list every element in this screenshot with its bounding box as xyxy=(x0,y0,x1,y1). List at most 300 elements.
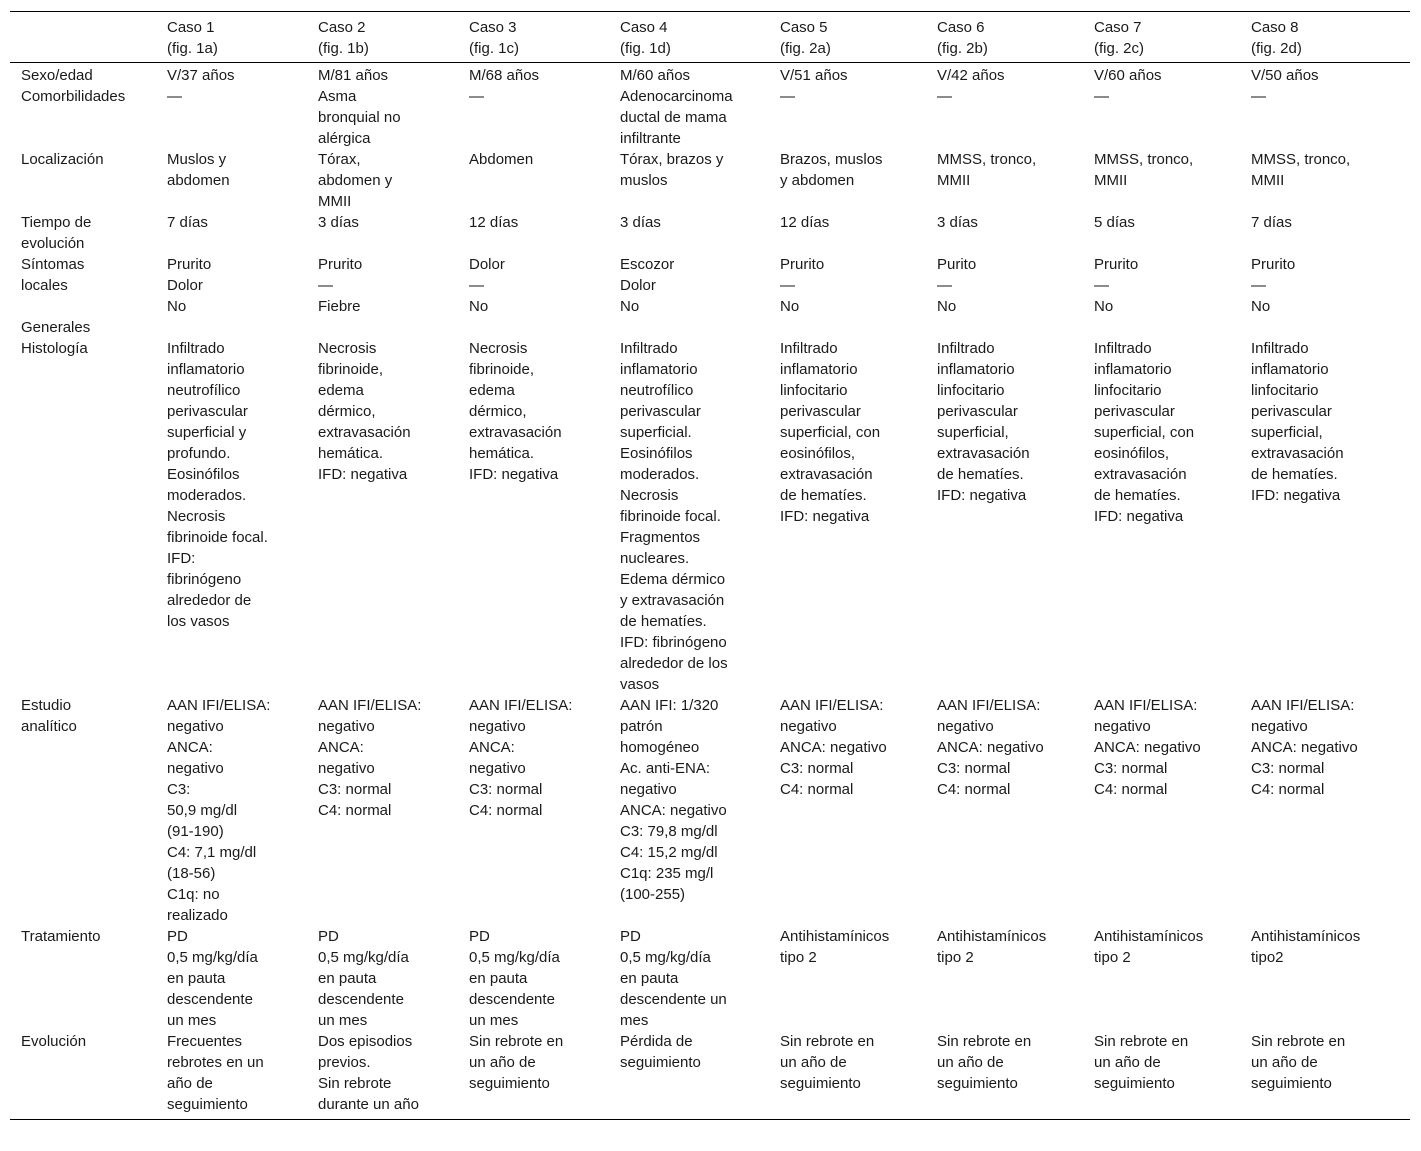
cell-line: No xyxy=(167,298,187,315)
cell-line: Tratamiento xyxy=(21,928,101,945)
cell-line: No xyxy=(1094,298,1114,315)
cell-line: — xyxy=(167,88,182,105)
table-cell xyxy=(469,695,620,926)
cell-line: (fig. 2d) xyxy=(1251,40,1302,57)
header-case-6 xyxy=(937,12,1094,63)
cell-line: C1q: 235 mg/l xyxy=(620,865,714,882)
cell-line: IFD: negativa xyxy=(937,487,1027,504)
header-case-5 xyxy=(780,12,937,63)
cell-line: PD xyxy=(167,928,188,945)
cell-line: — xyxy=(1251,277,1266,294)
cell-line: homogéneo xyxy=(620,739,700,756)
cell-line: locales xyxy=(21,277,68,294)
cell-line: Dolor xyxy=(620,277,656,294)
cell-line: inflamatorio xyxy=(937,361,1015,378)
cell-line: ANCA: xyxy=(469,739,515,756)
cell-line: de hematíes. xyxy=(1094,487,1181,504)
table-cell xyxy=(318,254,469,338)
cell-line: MMII xyxy=(937,172,971,189)
cell-line: C3: normal xyxy=(780,760,854,777)
cell-line: (fig. 2c) xyxy=(1094,40,1145,57)
table-cell xyxy=(167,86,318,149)
table-cell xyxy=(469,63,620,87)
cell-line: IFD: fibrinógeno xyxy=(620,634,727,651)
table-cell xyxy=(318,695,469,926)
table-cell xyxy=(620,86,780,149)
cell-line: extravasación xyxy=(780,466,873,483)
cell-line: profundo. xyxy=(167,445,231,462)
cell-line: IFD: negativa xyxy=(318,466,408,483)
table-cell xyxy=(937,149,1094,212)
table-cell xyxy=(937,254,1094,338)
cell-line: y abdomen xyxy=(780,172,855,189)
cell-line: Caso 7 xyxy=(1094,19,1142,36)
cell-line: (fig. 1a) xyxy=(167,40,218,57)
cell-line: un año de xyxy=(1094,1054,1161,1071)
cell-line: muslos xyxy=(620,172,668,189)
table-cell xyxy=(1251,338,1410,695)
cell-line: inflamatorio xyxy=(780,361,858,378)
cell-line: hemática. xyxy=(318,445,384,462)
cell-line: superficial, xyxy=(1251,424,1323,441)
cell-line: C3: normal xyxy=(318,781,392,798)
cell-line: hemática. xyxy=(469,445,535,462)
table-header xyxy=(10,12,1410,63)
cell-line: Antihistamínicos xyxy=(1251,928,1361,945)
cell-line: inflamatorio xyxy=(167,361,245,378)
cell-line: MMSS, tronco, xyxy=(937,151,1037,168)
table-cell xyxy=(318,63,469,87)
table-cell xyxy=(167,254,318,338)
header-case-4 xyxy=(620,12,780,63)
table-cell xyxy=(620,149,780,212)
table-row xyxy=(10,1031,1410,1120)
table-cell xyxy=(1251,926,1410,1031)
cell-line: de hematíes. xyxy=(1251,466,1338,483)
cell-line: Caso 3 xyxy=(469,19,517,36)
table-row xyxy=(10,926,1410,1031)
cell-line: 3 días xyxy=(620,214,661,231)
row-label xyxy=(10,86,167,149)
table-cell xyxy=(167,149,318,212)
cell-line: — xyxy=(937,277,952,294)
cell-line xyxy=(21,296,167,317)
table-cell xyxy=(1094,149,1251,212)
table-cell xyxy=(167,338,318,695)
cell-line: en pauta xyxy=(469,970,528,987)
cell-line: AAN IFI/ELISA: xyxy=(1251,697,1355,714)
row-label xyxy=(10,1031,167,1120)
cell-line: ANCA: negativo xyxy=(1094,739,1201,756)
cell-line: evolución xyxy=(21,235,85,252)
table-cell xyxy=(1251,254,1410,338)
cell-line: C4: 15,2 mg/dl xyxy=(620,844,718,861)
cell-line: Frecuentes xyxy=(167,1033,243,1050)
table-cell xyxy=(469,926,620,1031)
table-cell xyxy=(620,63,780,87)
table-cell xyxy=(780,695,937,926)
clinical-cases-table-container xyxy=(10,11,1410,1120)
cell-line: moderados. xyxy=(167,487,247,504)
cell-line: negativo xyxy=(318,718,375,735)
table-cell xyxy=(620,254,780,338)
cell-line: Ac. anti-ENA: xyxy=(620,760,711,777)
cell-line: Prurito xyxy=(1251,256,1296,273)
cell-line: 0,5 mg/kg/día xyxy=(469,949,560,966)
cell-line: Prurito xyxy=(1094,256,1139,273)
cell-line: edema xyxy=(318,382,364,399)
table-cell xyxy=(469,338,620,695)
cell-line: perivascular xyxy=(937,403,1018,420)
cell-line: superficial, con xyxy=(1094,424,1195,441)
cell-line: Abdomen xyxy=(469,151,534,168)
cell-line: alrededor de los xyxy=(620,655,728,672)
cell-line: IFD: xyxy=(167,550,196,567)
cell-line: IFD: negativa xyxy=(469,466,559,483)
header-case-3 xyxy=(469,12,620,63)
clinical-cases-table xyxy=(10,11,1410,1120)
cell-line: bronquial no xyxy=(318,109,401,126)
cell-line: alrededor de xyxy=(167,592,252,609)
cell-line: MMII xyxy=(1251,172,1285,189)
cell-line: — xyxy=(318,277,333,294)
cell-line: Caso 4 xyxy=(620,19,668,36)
cell-line: realizado xyxy=(167,907,228,924)
cell-line: ANCA: negativo xyxy=(937,739,1044,756)
cell-line: (100-255) xyxy=(620,886,686,903)
cell-line: tipo 2 xyxy=(780,949,817,966)
cell-line: Antihistamínicos xyxy=(937,928,1047,945)
cell-line: linfocitario xyxy=(780,382,848,399)
table-cell xyxy=(620,695,780,926)
cell-line: Tórax, brazos y xyxy=(620,151,724,168)
cell-line: abdomen y xyxy=(318,172,393,189)
cell-line: — xyxy=(1251,88,1266,105)
cell-line: No xyxy=(780,298,800,315)
row-label xyxy=(10,149,167,212)
cell-line: negativo xyxy=(167,718,224,735)
cell-line: superficial, con xyxy=(780,424,881,441)
cell-line: Sin rebrote en xyxy=(1094,1033,1189,1050)
cell-line: (91-190) xyxy=(167,823,224,840)
cell-line: V/50 años xyxy=(1251,67,1319,84)
table-row xyxy=(10,338,1410,695)
cell-line: PD xyxy=(469,928,490,945)
cell-line: Muslos y xyxy=(167,151,227,168)
cell-line: infiltrante xyxy=(620,130,681,147)
cell-line: en pauta xyxy=(620,970,679,987)
cell-line: eosinófilos, xyxy=(780,445,856,462)
cell-line: AAN IFI/ELISA: xyxy=(167,697,271,714)
cell-line: C3: 79,8 mg/dl xyxy=(620,823,718,840)
table-cell xyxy=(620,1031,780,1120)
cell-line: Generales xyxy=(21,319,91,336)
cell-line: descendente un xyxy=(620,991,727,1008)
cell-line: (fig. 2b) xyxy=(937,40,988,57)
table-cell xyxy=(167,695,318,926)
cell-line: superficial, xyxy=(937,424,1009,441)
cell-line: — xyxy=(780,277,795,294)
cell-line: C4: normal xyxy=(318,802,392,819)
cell-line: (fig. 2a) xyxy=(780,40,831,57)
table-row xyxy=(10,695,1410,926)
cell-line: Caso 5 xyxy=(780,19,828,36)
cell-line: descendente xyxy=(469,991,555,1008)
table-cell xyxy=(780,63,937,87)
cell-line: Comorbilidades xyxy=(21,88,126,105)
cell-line: alérgica xyxy=(318,130,371,147)
table-cell xyxy=(1094,212,1251,254)
cell-line: IFD: negativa xyxy=(1094,508,1184,525)
cell-line: C3: normal xyxy=(469,781,543,798)
cell-line: (fig. 1d) xyxy=(620,40,671,57)
cell-line: descendente xyxy=(167,991,253,1008)
table-cell xyxy=(780,926,937,1031)
header-case-1 xyxy=(167,12,318,63)
cell-line: V/37 años xyxy=(167,67,235,84)
header-case-8 xyxy=(1251,12,1410,63)
cell-line: fibrinoide focal. xyxy=(620,508,721,525)
cell-line: extravasación xyxy=(469,424,562,441)
cell-line: Caso 2 xyxy=(318,19,366,36)
cell-line: y extravasación xyxy=(620,592,725,609)
cell-line: de hematíes. xyxy=(620,613,707,630)
cell-line: No xyxy=(1251,298,1271,315)
table-cell xyxy=(937,695,1094,926)
cell-line: V/60 años xyxy=(1094,67,1162,84)
cell-line: tipo 2 xyxy=(937,949,974,966)
table-cell xyxy=(1094,63,1251,87)
cell-line: Estudio xyxy=(21,697,72,714)
cell-line: Antihistamínicos xyxy=(780,928,890,945)
table-cell xyxy=(469,86,620,149)
table-body xyxy=(10,63,1410,1120)
cell-line: AAN IFI/ELISA: xyxy=(318,697,422,714)
cell-line: Sin rebrote xyxy=(318,1075,392,1092)
cell-line: perivascular xyxy=(780,403,861,420)
cell-line: de hematíes. xyxy=(937,466,1024,483)
cell-line: C4: normal xyxy=(780,781,854,798)
table-cell xyxy=(1251,695,1410,926)
cell-line: inflamatorio xyxy=(1094,361,1172,378)
cell-line: negativo xyxy=(620,781,677,798)
cell-line: MMSS, tronco, xyxy=(1251,151,1351,168)
cell-line: Localización xyxy=(21,151,104,168)
cell-line: C3: normal xyxy=(1094,760,1168,777)
cell-line: Prurito xyxy=(780,256,825,273)
cell-line: tipo 2 xyxy=(1094,949,1131,966)
cell-line: Sexo/edad xyxy=(21,67,93,84)
cell-line: Tiempo de xyxy=(21,214,92,231)
cell-line: C4: normal xyxy=(1094,781,1168,798)
cell-line: Infiltrado xyxy=(167,340,225,357)
row-label xyxy=(10,212,167,254)
table-cell xyxy=(1251,86,1410,149)
row-label xyxy=(10,63,167,87)
cell-line: seguimiento xyxy=(937,1075,1018,1092)
cell-line: fibrinoide focal. xyxy=(167,529,268,546)
cell-line: — xyxy=(1094,277,1109,294)
table-cell xyxy=(780,212,937,254)
header-corner xyxy=(10,12,167,63)
table-row xyxy=(10,63,1410,87)
cell-line: (fig. 1b) xyxy=(318,40,369,57)
cell-line: perivascular xyxy=(167,403,248,420)
cell-line: AAN IFI/ELISA: xyxy=(780,697,884,714)
row-label xyxy=(10,338,167,695)
cell-line: Eosinófilos xyxy=(620,445,693,462)
cell-line: Infiltrado xyxy=(1094,340,1152,357)
cell-line: negativo xyxy=(780,718,837,735)
table-cell xyxy=(1251,1031,1410,1120)
cell-line: IFD: negativa xyxy=(1251,487,1341,504)
cell-line: Asma xyxy=(318,88,357,105)
cell-line: (18-56) xyxy=(167,865,216,882)
table-cell xyxy=(318,212,469,254)
cell-line: negativo xyxy=(469,718,526,735)
cell-line: Dolor xyxy=(469,256,505,273)
cell-line: seguimiento xyxy=(1094,1075,1175,1092)
cell-line: Caso 1 xyxy=(167,19,215,36)
cell-line: inflamatorio xyxy=(620,361,698,378)
cell-line: ANCA: negativo xyxy=(780,739,887,756)
table-cell xyxy=(780,338,937,695)
cell-line: Necrosis xyxy=(318,340,377,357)
cell-line: extravasación xyxy=(1251,445,1344,462)
cell-line: Prurito xyxy=(167,256,212,273)
cell-line: perivascular xyxy=(1251,403,1332,420)
table-cell xyxy=(780,149,937,212)
cell-line: Necrosis xyxy=(469,340,528,357)
row-label xyxy=(10,695,167,926)
table-cell xyxy=(620,926,780,1031)
cell-line: Dolor xyxy=(167,277,203,294)
cell-line: Sin rebrote en xyxy=(469,1033,564,1050)
cell-line: patrón xyxy=(620,718,663,735)
cell-line: Edema dérmico xyxy=(620,571,726,588)
cell-line: 7 días xyxy=(167,214,208,231)
header-case-7 xyxy=(1094,12,1251,63)
cell-line: 7 días xyxy=(1251,214,1292,231)
cell-line: PD xyxy=(318,928,339,945)
table-cell xyxy=(167,1031,318,1120)
cell-line: C4: normal xyxy=(469,802,543,819)
cell-line: Infiltrado xyxy=(1251,340,1309,357)
table-cell xyxy=(167,63,318,87)
cell-line: Purito xyxy=(937,256,977,273)
table-cell xyxy=(780,254,937,338)
table-row xyxy=(10,86,1410,149)
cell-line: PD xyxy=(620,928,641,945)
cell-line: No xyxy=(620,298,640,315)
cell-line: Eosinófilos xyxy=(167,466,240,483)
table-cell xyxy=(318,1031,469,1120)
cell-line: 3 días xyxy=(318,214,359,231)
cell-line: Brazos, muslos xyxy=(780,151,883,168)
cell-line: inflamatorio xyxy=(1251,361,1329,378)
cell-line: Caso 6 xyxy=(937,19,985,36)
cell-line: AAN IFI/ELISA: xyxy=(1094,697,1198,714)
table-cell xyxy=(318,926,469,1031)
cell-line: dérmico, xyxy=(318,403,376,420)
cell-line: un año de xyxy=(937,1054,1004,1071)
cell-line: negativo xyxy=(1251,718,1308,735)
table-cell xyxy=(1094,1031,1251,1120)
cell-line: fibrinoide, xyxy=(318,361,384,378)
cell-line: Necrosis xyxy=(167,508,226,525)
cell-line: C4: 7,1 mg/dl xyxy=(167,844,257,861)
header-row xyxy=(10,12,1410,63)
cell-line: extravasación xyxy=(1094,466,1187,483)
cell-line: un año de xyxy=(469,1054,536,1071)
cell-line: seguimiento xyxy=(620,1054,701,1071)
cell-line: Síntomas xyxy=(21,256,85,273)
cell-line: neutrofílico xyxy=(620,382,694,399)
cell-line: ductal de mama xyxy=(620,109,727,126)
cell-line: 12 días xyxy=(469,214,519,231)
row-label xyxy=(10,926,167,1031)
table-row xyxy=(10,254,1410,338)
cell-line: Histología xyxy=(21,340,88,357)
cell-line: — xyxy=(1094,88,1109,105)
cell-line: — xyxy=(469,88,484,105)
cell-line: C1q: no xyxy=(167,886,220,903)
cell-line: Sin rebrote en xyxy=(937,1033,1032,1050)
cell-line: eosinófilos, xyxy=(1094,445,1170,462)
header-case-2 xyxy=(318,12,469,63)
cell-line: negativo xyxy=(318,760,375,777)
table-cell xyxy=(469,149,620,212)
cell-line: moderados. xyxy=(620,466,700,483)
cell-line: Infiltrado xyxy=(937,340,995,357)
table-cell xyxy=(167,926,318,1031)
cell-line: MMII xyxy=(318,193,352,210)
table-cell xyxy=(620,338,780,695)
cell-line: seguimiento xyxy=(167,1096,248,1113)
cell-line: C3: normal xyxy=(937,760,1011,777)
table-cell xyxy=(937,338,1094,695)
row-label xyxy=(10,254,167,338)
cell-line: MMII xyxy=(1094,172,1128,189)
cell-line: MMSS, tronco, xyxy=(1094,151,1194,168)
cell-line: 50,9 mg/dl xyxy=(167,802,238,819)
cell-line: negativo xyxy=(1094,718,1151,735)
cell-line: 5 días xyxy=(1094,214,1135,231)
cell-line: durante un año xyxy=(318,1096,419,1113)
table-cell xyxy=(469,254,620,338)
cell-line: M/68 años xyxy=(469,67,540,84)
cell-line: IFD: negativa xyxy=(780,508,870,525)
cell-line: descendente xyxy=(318,991,404,1008)
cell-line: M/60 años xyxy=(620,67,691,84)
cell-line: seguimiento xyxy=(780,1075,861,1092)
table-cell xyxy=(1094,86,1251,149)
table-row xyxy=(10,149,1410,212)
cell-line: previos. xyxy=(318,1054,371,1071)
cell-line: superficial y xyxy=(167,424,247,441)
cell-line: — xyxy=(780,88,795,105)
cell-line: 0,5 mg/kg/día xyxy=(167,949,258,966)
table-cell xyxy=(1094,695,1251,926)
table-cell xyxy=(469,1031,620,1120)
table-cell xyxy=(780,1031,937,1120)
table-cell xyxy=(469,212,620,254)
cell-line: Caso 8 xyxy=(1251,19,1299,36)
table-cell xyxy=(937,1031,1094,1120)
cell-line: Dos episodios xyxy=(318,1033,413,1050)
cell-line: en pauta xyxy=(318,970,377,987)
cell-line: Evolución xyxy=(21,1033,87,1050)
